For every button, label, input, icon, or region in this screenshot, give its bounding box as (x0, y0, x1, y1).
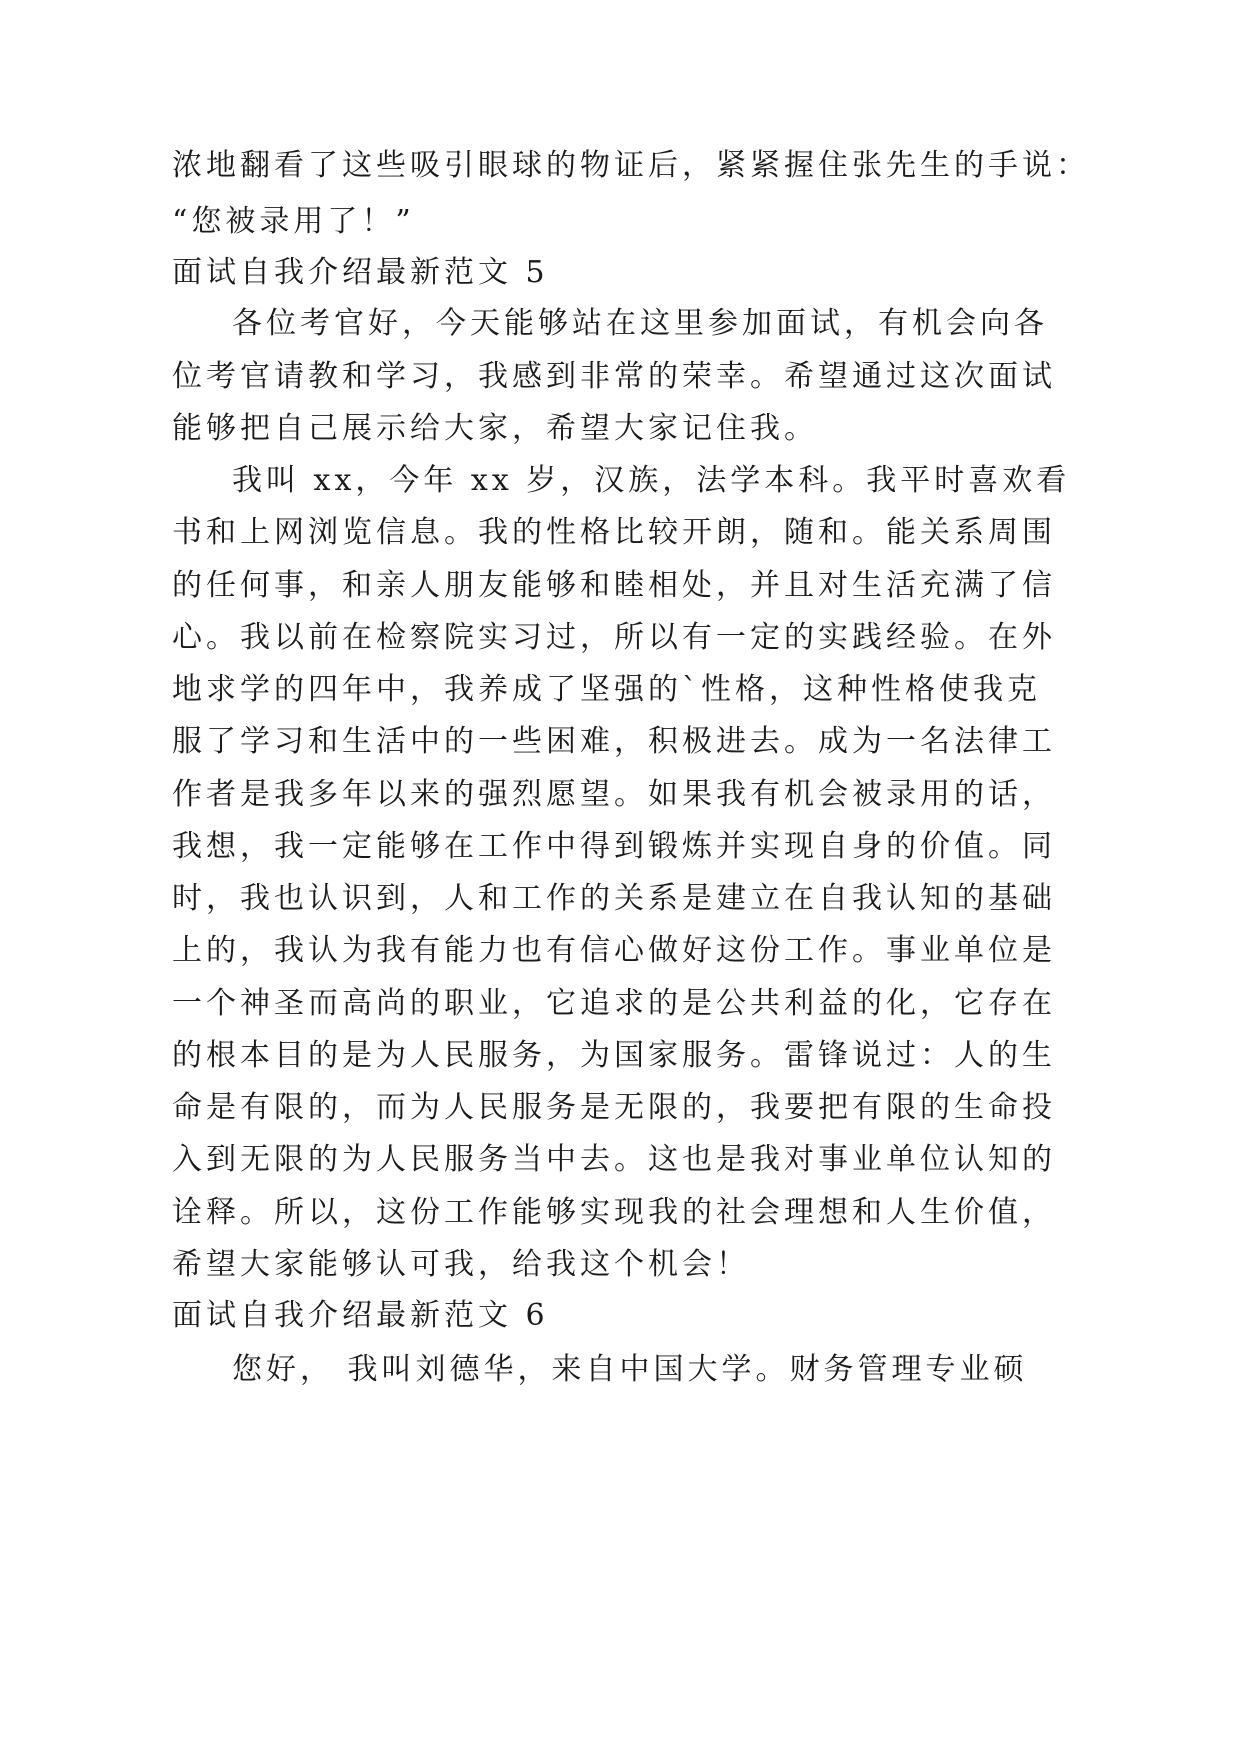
text-line: 地求学的四年中，我养成了坚强的`性格，这种性格使我克 (172, 672, 1041, 707)
text-line: 各位考官好，今天能够站在这里参加面试，有机会向各 (232, 306, 1048, 341)
text-line: 心。我以前在检察院实习过，所以有一定的实践经验。在外 (172, 620, 1056, 655)
text-line: 能够把自己展示给大家，希望大家记住我。 (172, 411, 818, 446)
text-line: 您好， 我叫刘德华，来自中国大学。财务管理专业硕 (232, 1352, 1028, 1387)
text-line: 书和上网浏览信息。我的性格比较开朗，随和。能关系周围 (172, 515, 1056, 550)
text-line: 作者是我多年以来的强烈愿望。如果我有机会被录用的话， (172, 777, 1056, 812)
text-line: “您被录用了！” (172, 204, 415, 239)
section-heading: 面试自我介绍最新范文 6 (172, 1298, 549, 1333)
text-line: 浓地翻看了这些吸引眼球的物证后，紧紧握住张先生的手说： (172, 148, 1090, 183)
text-line: 一个神圣而高尚的职业，它追求的是公共利益的化，它存在 (172, 986, 1056, 1021)
section-heading: 面试自我介绍最新范文 5 (172, 255, 549, 290)
text-line: 命是有限的，而为人民服务是无限的，我要把有限的生命投 (172, 1090, 1056, 1125)
text-line: 时，我也认识到，人和工作的关系是建立在自我认知的基础 (172, 881, 1056, 916)
text-line: 的任何事，和亲人朋友能够和睦相处，并且对生活充满了信 (172, 568, 1056, 603)
text-line: 诠释。所以，这份工作能够实现我的社会理想和人生价值， (172, 1195, 1056, 1230)
text-line: 我叫 xx，今年 xx 岁，汉族，法学本科。我平时喜欢看 (232, 463, 1071, 498)
text-line: 上的，我认为我有能力也有信心做好这份工作。事业单位是 (172, 933, 1056, 968)
text-line: 希望大家能够认可我，给我这个机会！ (172, 1247, 750, 1282)
text-line: 入到无限的为人民服务当中去。这也是我对事业单位认知的 (172, 1142, 1056, 1177)
text-line: 我想，我一定能够在工作中得到锻炼并实现自身的价值。同 (172, 829, 1056, 864)
text-line: 位考官请教和学习，我感到非常的荣幸。希望通过这次面试 (172, 359, 1056, 394)
text-line: 服了学习和生活中的一些困难，积极进去。成为一名法律工 (172, 724, 1056, 759)
text-line: 的根本目的是为人民服务，为国家服务。雷锋说过：人的生 (172, 1038, 1056, 1073)
